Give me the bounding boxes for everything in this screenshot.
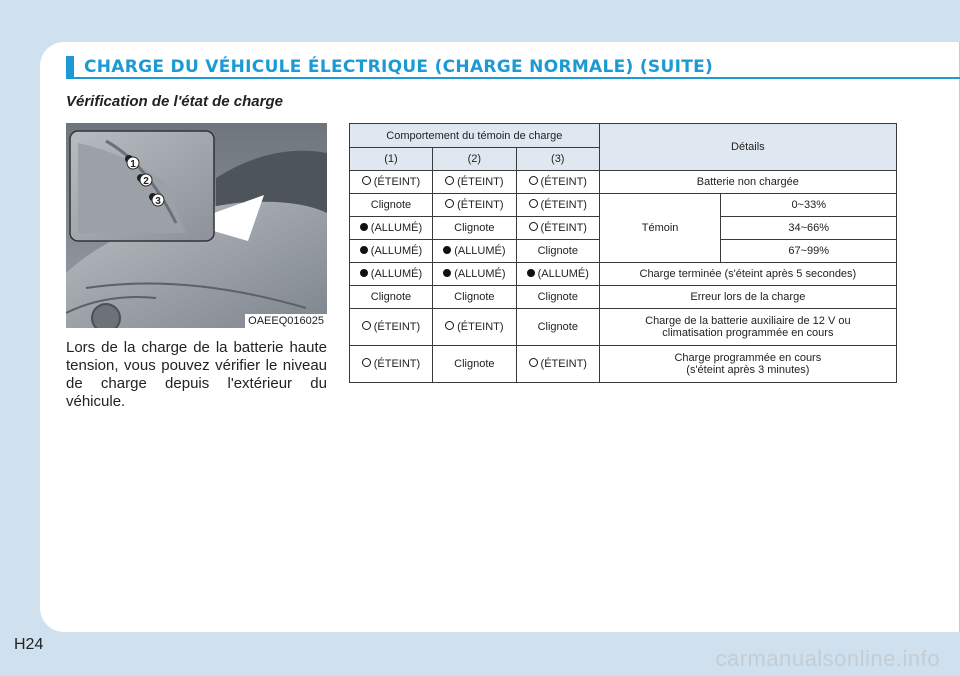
indicator-off-icon xyxy=(362,358,371,367)
indicator-off-icon xyxy=(529,358,538,367)
detail-cell: Batterie non chargée xyxy=(599,171,896,194)
callout-3: 3 xyxy=(155,196,161,207)
indicator-on-icon xyxy=(527,269,535,277)
indicator-off-icon xyxy=(445,321,454,330)
table-row: Clignote Clignote Clignote Erreur lors de la charge xyxy=(350,286,897,309)
indicator-on-icon xyxy=(360,269,368,277)
header-accent-bar xyxy=(66,56,74,78)
table-row: (ALLUMÉ) (ALLUMÉ) Clignote 67~99% xyxy=(350,240,897,263)
callout-2: 2 xyxy=(143,176,149,187)
header-underline xyxy=(66,77,960,79)
header-indicator-behavior: Comportement du témoin de charge xyxy=(350,124,600,148)
callout-1: 1 xyxy=(130,159,136,170)
indicator-on-icon xyxy=(360,223,368,231)
table-row: (ÉTEINT) (ÉTEINT) Clignote Charge de la batterie auxiliaire de 12 V ou climatisation programmée en cours xyxy=(350,309,897,346)
indicator-off-icon xyxy=(445,199,454,208)
section-title: Vérification de l'état de charge xyxy=(66,93,283,110)
indicator-off-icon xyxy=(529,176,538,185)
detail-cell: 0~33% xyxy=(721,194,897,217)
detail-cell: Charge de la batterie auxiliaire de 12 V ou climatisation programmée en cours xyxy=(599,309,896,346)
indicator-off-icon xyxy=(529,199,538,208)
indicator-on-icon xyxy=(360,246,368,254)
indicator-off-icon xyxy=(362,176,371,185)
detail-cell: Erreur lors de la charge xyxy=(599,286,896,309)
col-label-2: (2) xyxy=(432,148,516,171)
figure-code: OAEEQ016025 xyxy=(245,314,327,328)
detail-cell: Charge programmée en cours (s'éteint après 3 minutes) xyxy=(599,346,896,383)
table-row: Clignote (ÉTEINT) (ÉTEINT) Témoin 0~33% xyxy=(350,194,897,217)
table-row: (ÉTEINT) (ÉTEINT) (ÉTEINT) Batterie non chargée xyxy=(350,171,897,194)
indicator-on-icon xyxy=(443,269,451,277)
charge-status-table xyxy=(349,123,897,383)
col-label-3: (3) xyxy=(516,148,599,171)
col-label-1: (1) xyxy=(350,148,433,171)
detail-cell: Charge terminée (s'éteint après 5 secondes) xyxy=(599,263,896,286)
table-row: (ÉTEINT) Clignote (ÉTEINT) Charge programmée en cours (s'éteint après 3 minutes) xyxy=(350,346,897,383)
detail-cell: 34~66% xyxy=(721,217,897,240)
indicator-off-icon xyxy=(445,176,454,185)
car-illustration xyxy=(66,123,327,328)
indicator-off-icon xyxy=(529,222,538,231)
watermark: carmanualsonline.info xyxy=(715,646,940,671)
car-charging-indicator-figure xyxy=(66,123,327,328)
header-title: CHARGE DU VÉHICULE ÉLECTRIQUE (CHARGE NORMALE) (SUITE) xyxy=(84,57,714,77)
page-number: H24 xyxy=(14,636,44,653)
table-row: (ALLUMÉ) Clignote (ÉTEINT) 34~66% xyxy=(350,217,897,240)
indicator-on-icon xyxy=(443,246,451,254)
body-text: Lors de la charge de la batterie haute tension, vous pouvez vérifier le niveau de charge depuis l'extérieur du véhicule. xyxy=(66,339,327,410)
table-row: (ALLUMÉ) (ALLUMÉ) (ALLUMÉ) Charge terminée (s'éteint après 5 secondes) xyxy=(350,263,897,286)
detail-cell: 67~99% xyxy=(721,240,897,263)
temoin-cell: Témoin xyxy=(599,194,721,263)
header-details: Détails xyxy=(599,124,896,171)
indicator-off-icon xyxy=(362,321,371,330)
